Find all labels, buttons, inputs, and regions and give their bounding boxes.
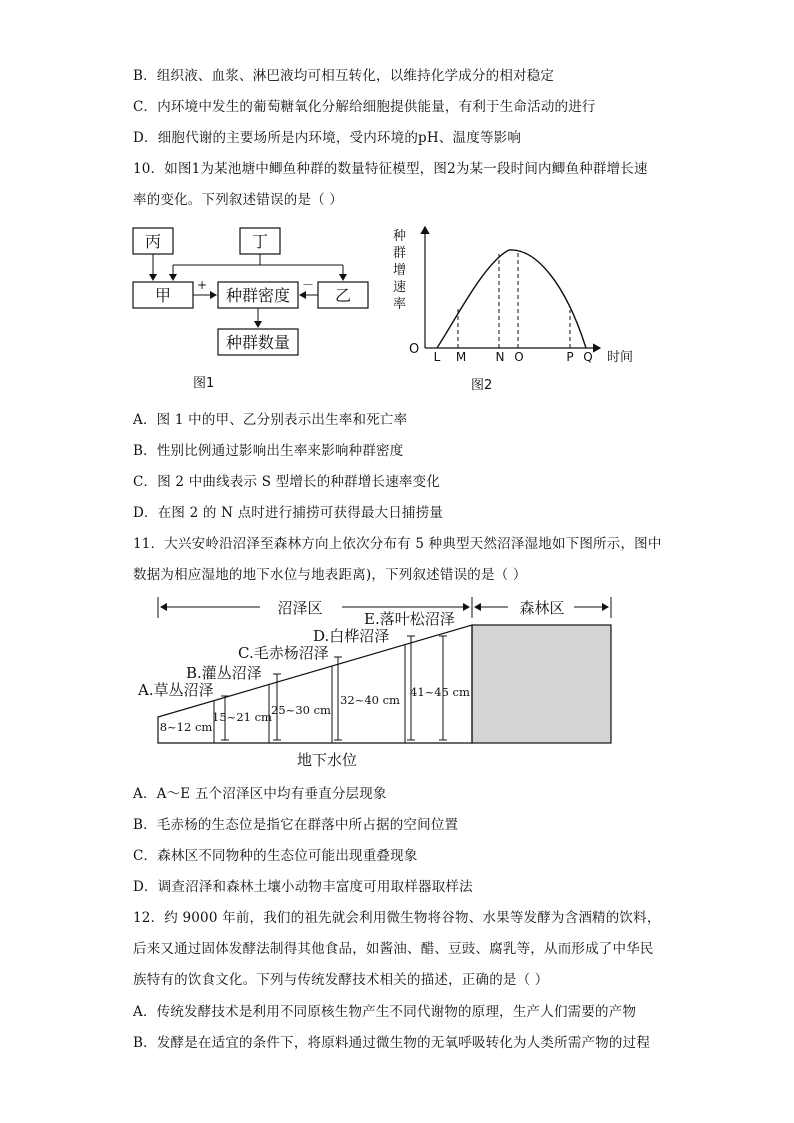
figure2-caption: 图2 — [471, 378, 493, 393]
q11-option-b: B．毛赤杨的生态位是指它在群落中所占据的空间位置 — [133, 817, 459, 833]
q10-figure2-growth-curve — [385, 222, 645, 372]
q12-option-a: A．传统发酵技术是利用不同原核生物产生不同代谢物的原理，生产人们需要的产物 — [133, 1004, 637, 1020]
zone-c-label: C.毛赤杨沼泽 — [238, 644, 329, 662]
q11-stem-line1: 11．大兴安岭沿沼泽至森林方向上依次分布有 5 种典型天然沼泽湿地如下图所示，图中 — [133, 536, 662, 552]
box-yi-label: 乙 — [334, 286, 352, 305]
q11-option-c: C．森林区不同物种的生态位可能出现重叠现象 — [133, 848, 418, 864]
q10-figure1-model — [125, 222, 375, 392]
q9-option-c: C．内环境中发生的葡萄糖氧化分解给细胞提供能量，有利于生命活动的进行 — [133, 99, 596, 115]
tick-l: L — [433, 350, 441, 364]
q10-option-c: C．图 2 中曲线表示 S 型增长的种群增长速率变化 — [133, 474, 441, 490]
q12-stem-line1: 12．约 9000 年前，我们的祖先就会利用微生物将谷物、水果等发酵为含酒精的饮料， — [133, 910, 661, 926]
box-bing-label: 丙 — [144, 232, 162, 251]
forest-zone-label: 森林区 — [519, 599, 565, 617]
zone-e-label: E.落叶松沼泽 — [364, 610, 455, 628]
value-a: 8~12 cm — [159, 720, 213, 734]
box-ding-label: 丁 — [251, 232, 269, 251]
growth-rate-curve — [437, 250, 586, 348]
forest-block — [472, 625, 611, 743]
plus-sign: + — [196, 278, 208, 292]
q9-option-b: B．组织液、血浆、淋巴液均可相互转化，以维持化学成分的相对稳定 — [133, 68, 555, 84]
tick-o: O — [514, 350, 524, 364]
box-jia-label: 甲 — [154, 286, 172, 305]
origin-label: O — [409, 342, 420, 357]
q12-option-b: B．发酵是在适宜的条件下，将原料通过微生物的无氧呼吸转化为人类所需产物的过程 — [133, 1035, 651, 1051]
q11-option-d: D．调查沼泽和森林土壤小动物丰富度可用取样器取样法 — [133, 879, 473, 895]
tick-m: M — [455, 350, 467, 364]
zone-a-label: A.草丛沼泽 — [138, 681, 214, 699]
zone-b-label: B.灌丛沼泽 — [186, 664, 262, 682]
q12-stem-line3: 族特有的饮食文化。下列与传统发酵技术相关的描述，正确的是（ ） — [133, 972, 549, 988]
figure1-caption: 图1 — [193, 376, 215, 391]
q12-stem-line2: 后来又通过固体发酵法制得其他食品，如酱油、醋、豆豉、腐乳等，从而形成了中华民 — [133, 941, 654, 957]
ylabel-char-3: 增 — [393, 263, 407, 278]
q10-option-d: D．在图 2 的 N 点时进行捕捞可获得最大日捕捞量 — [133, 505, 444, 521]
zone-d-label: D.白桦沼泽 — [313, 627, 390, 645]
value-d: 32~40 cm — [340, 693, 400, 707]
tick-p: P — [566, 350, 574, 364]
q11-stem-line2: 数据为相应湿地的地下水位与地表距离)，下列叙述错误的是（ ） — [133, 567, 527, 583]
ylabel-char-2: 群 — [393, 246, 407, 261]
ylabel-char-1: 种 — [393, 229, 407, 244]
q10-stem-line1: 10．如图1为某池塘中鲫鱼种群的数量特征模型，图2为某一段时间内鲫鱼种群增长速 — [133, 161, 648, 177]
q11-wetland-figure — [130, 592, 620, 772]
minus-sign: － — [301, 278, 315, 292]
x-axis-label: 时间 — [607, 350, 634, 365]
ylabel-char-4: 速 — [393, 280, 407, 295]
box-count-label: 种群数量 — [225, 333, 291, 352]
swamp-zone-label: 沼泽区 — [277, 599, 323, 617]
value-c: 25~30 cm — [271, 703, 331, 717]
q9-option-d: D．细胞代谢的主要场所是内环境，受内环境的pH、温度等影响 — [133, 130, 522, 146]
q10-stem-line2: 率的变化。下列叙述错误的是（ ） — [133, 192, 343, 208]
q11-option-a: A．A～E 五个沼泽区中均有垂直分层现象 — [133, 786, 387, 802]
ylabel-char-5: 率 — [393, 297, 407, 312]
tick-q: Q — [583, 350, 593, 364]
box-density-label: 种群密度 — [225, 286, 291, 305]
value-e: 41~45 cm — [410, 685, 470, 699]
tick-n: N — [495, 350, 505, 364]
value-b: 15~21 cm — [212, 710, 272, 724]
q10-option-b: B．性别比例通过影响出生率来影响种群密度 — [133, 443, 404, 459]
groundwater-label: 地下水位 — [296, 751, 358, 769]
q10-option-a: A．图 1 中的甲、乙分别表示出生率和死亡率 — [133, 412, 408, 428]
